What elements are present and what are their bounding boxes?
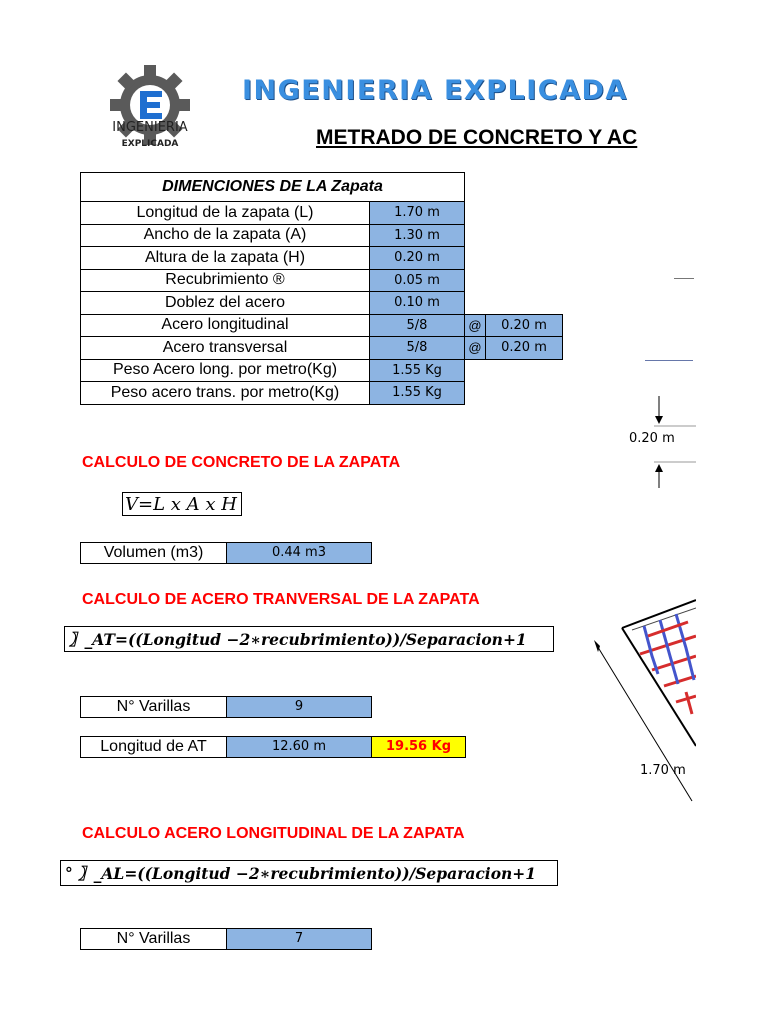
row-value[interactable]: 5/8 — [370, 314, 465, 337]
transverse-bars-label: N° Varillas — [80, 696, 227, 718]
row-value[interactable]: 1.55 Kg — [370, 359, 465, 382]
transverse-section-title: CALCULO DE ACERO TRANVERSAL DE LA ZAPATA — [82, 591, 480, 608]
table-row — [81, 359, 563, 382]
row-value[interactable]: 5/8 — [370, 337, 465, 360]
longitudinal-bars-value[interactable]: 7 — [226, 928, 372, 950]
row-label: Acero longitudinal — [81, 314, 370, 337]
row-value[interactable]: 0.20 m — [370, 247, 465, 270]
logo-text-bottom: EXPLICADA — [121, 139, 179, 149]
diagram-line — [645, 360, 693, 361]
table-row — [81, 202, 563, 225]
longitudinal-bars-label: N° Varillas — [80, 928, 227, 950]
dimensions-heading: DIMENCIONES DE LA Zapata — [81, 173, 465, 202]
longitudinal-formula: ° 〗_AL=((Longitud −2∗recubrimiento))/Separacion+1 — [60, 860, 558, 886]
row-value[interactable]: 1.30 m — [370, 224, 465, 247]
concrete-section-title: CALCULO DE CONCRETO DE LA ZAPATA — [82, 454, 401, 471]
table-row — [81, 269, 563, 292]
spacing-value[interactable]: 0.20 m — [486, 337, 563, 360]
dimensions-table — [80, 172, 563, 405]
page-title: METRADO DE CONCRETO Y AC — [316, 126, 638, 149]
row-label: Longitud de la zapata (L) — [81, 202, 370, 225]
longitudinal-section-title: CALCULO ACERO LONGITUDINAL DE LA ZAPATA — [82, 825, 465, 842]
table-row — [81, 337, 563, 360]
diagram-line — [674, 278, 694, 279]
at-symbol: @ — [465, 337, 486, 360]
transverse-weight-value[interactable]: 19.56 Kg — [371, 736, 466, 758]
table-row — [81, 382, 563, 405]
brand-title: INGENIERIA EXPLICADA — [242, 75, 628, 106]
row-label: Altura de la zapata (H) — [81, 247, 370, 270]
length-label: 1.70 m — [640, 763, 686, 778]
row-label: Peso Acero long. por metro(Kg) — [81, 359, 370, 382]
at-symbol: @ — [465, 314, 486, 337]
spacing-value[interactable]: 0.20 m — [486, 314, 563, 337]
row-value[interactable]: 0.05 m — [370, 269, 465, 292]
transverse-formula: 〗_AT=((Longitud −2∗recubrimiento))/Separacion+1 — [64, 626, 554, 652]
row-label: Acero transversal — [81, 337, 370, 360]
transverse-bars-value[interactable]: 9 — [226, 696, 372, 718]
table-row — [81, 292, 563, 315]
table-row — [81, 224, 563, 247]
logo-text-top: INGENIERIA — [112, 120, 188, 135]
volume-label: Volumen (m3) — [80, 542, 227, 564]
volume-value[interactable]: 0.44 m3 — [226, 542, 372, 564]
volume-formula: V=L x A x H — [122, 492, 242, 516]
transverse-length-label: Longitud de AT — [80, 736, 227, 758]
row-label: Recubrimiento ® — [81, 269, 370, 292]
transverse-length-value[interactable]: 12.60 m — [226, 736, 372, 758]
row-value[interactable]: 0.10 m — [370, 292, 465, 315]
row-label: Doblez del acero — [81, 292, 370, 315]
row-label: Peso acero trans. por metro(Kg) — [81, 382, 370, 405]
row-label: Ancho de la zapata (A) — [81, 224, 370, 247]
row-value[interactable]: 1.55 Kg — [370, 382, 465, 405]
row-value[interactable]: 1.70 m — [370, 202, 465, 225]
logo — [100, 65, 200, 157]
table-row — [81, 247, 563, 270]
table-row — [81, 314, 563, 337]
height-label: 0.20 m — [629, 431, 675, 446]
